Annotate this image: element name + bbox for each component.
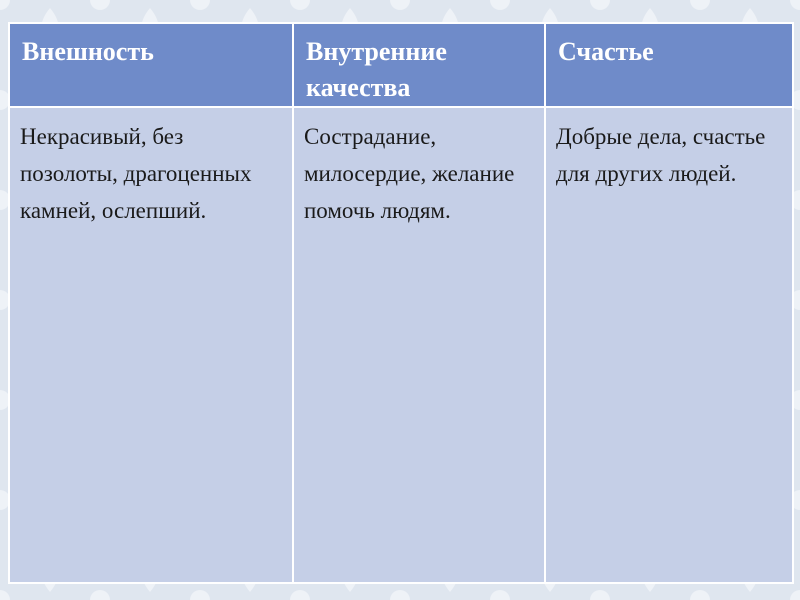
header-row (9, 23, 793, 107)
cell-appearance: Некрасивый, без позолоты, драгоценных камней, ослепший. (9, 107, 293, 583)
cell-happiness: Добрые дела, счастье для других людей. (545, 107, 793, 583)
comparison-table (8, 22, 794, 584)
header-appearance: Внешность (9, 23, 293, 107)
cell-inner-qualities: Сострадание, милосердие, желание помочь людям. (293, 107, 545, 583)
table-row (9, 107, 793, 583)
header-happiness: Счастье (545, 23, 793, 107)
header-inner-qualities: Внутренние качества (293, 23, 545, 107)
